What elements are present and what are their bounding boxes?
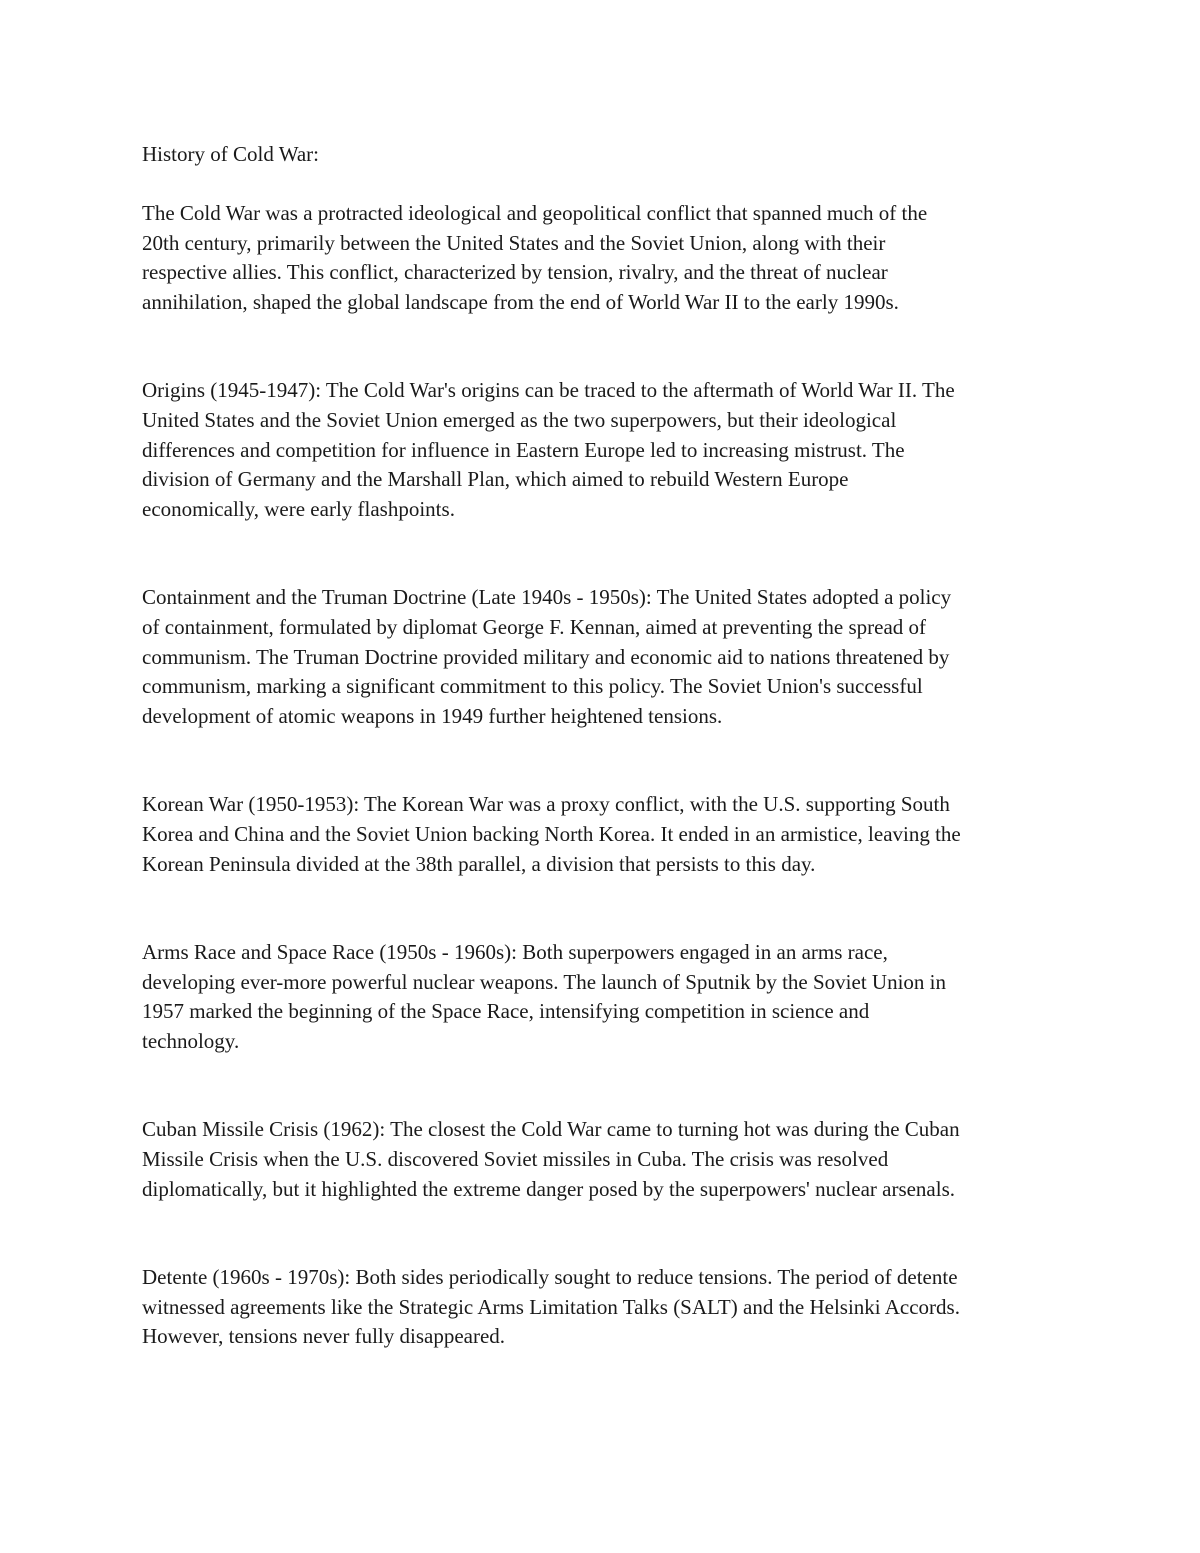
paragraph-detente: Detente (1960s - 1970s): Both sides periodically sought to reduce tensions. The period of detente witnessed agreements like the Strategic Arms Limitation Talks (SALT) and the Helsinki Accords. However, tensions never fully disappeared. <box>142 1265 960 1349</box>
paragraph-cuban-missile-crisis: Cuban Missile Crisis (1962): The closest the Cold War came to turning hot was during the Cuban Missile Crisis when the U.S. discovered Soviet missiles in Cuba. The crisis was resolved diplomatically, but it highlighted the extreme danger posed by the superpowers' nuclear arsenals. <box>142 1117 960 1201</box>
paragraph-origins: Origins (1945-1947): The Cold War's origins can be traced to the aftermath of World War II. The United States and the Soviet Union emerged as the two superpowers, but their ideological differences and competition for influence in Eastern Europe led to increasing mistrust. The division of Germany and the Marshall Plan, which aimed to rebuild Western Europe economically, were early flashpoints. <box>142 378 955 521</box>
paragraph-korean-war: Korean War (1950-1953): The Korean War was a proxy conflict, with the U.S. supporting South Korea and China and the Soviet Union backing North Korea. It ended in an armistice, leaving the Korean Peninsula divided at the 38th parallel, a division that persists to this day. <box>142 792 961 876</box>
document-body <box>142 140 1072 1411</box>
paragraph-introduction: The Cold War was a protracted ideological and geopolitical conflict that spanned much of the 20th century, primarily between the United States and the Soviet Union, along with their respective allies. This conflict, characterized by tension, rivalry, and the threat of nuclear annihilation, shaped the global landscape from the end of World War II to the early 1990s. <box>142 201 928 314</box>
paragraph-containment: Containment and the Truman Doctrine (Late 1940s - 1950s): The United States adopted a policy of containment, formulated by diplomat George F. Kennan, aimed at preventing the spread of communism. The Truman Doctrine provided military and economic aid to nations threatened by communism, marking a significant commitment to this policy. The Soviet Union's successful development of atomic weapons in 1949 further heightened tensions. <box>142 585 952 728</box>
document-title: History of Cold War: <box>142 142 319 166</box>
paragraph-arms-race: Arms Race and Space Race (1950s - 1960s): Both superpowers engaged in an arms race, developing ever-more powerful nuclear weapons. The launch of Sputnik by the Soviet Union in 1957 marked the beginning of the Space Race, intensifying competition in science and technology. <box>142 940 946 1053</box>
